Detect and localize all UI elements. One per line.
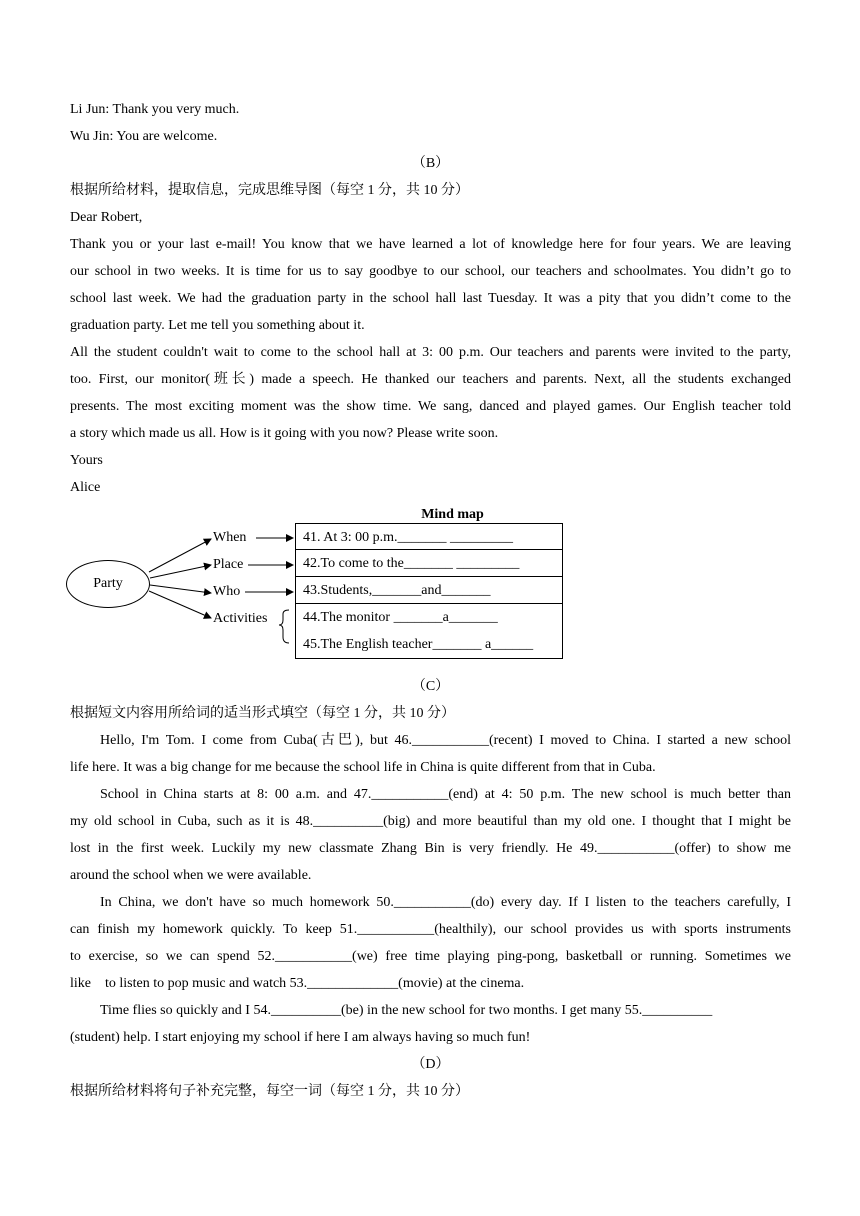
mind-map-box-activities [295, 604, 563, 659]
letter-paragraph-line: our school in two weeks. It is time for us to say goodbye to our school, our teachers and schoolmates. You didn’t go to [70, 264, 791, 279]
mind-map-label-when: When [213, 530, 247, 545]
passage-line: In China, we don't have so much homework 50.___________(do) every day. If I listen to the teachers carefully, I [100, 895, 791, 910]
mind-map-box-42: 42.To come to the_______ _________ [295, 550, 563, 577]
mind-map-label-activities: Activities [213, 611, 268, 626]
activities-brace [279, 610, 289, 643]
mind-map-box-41: 41. At 3: 00 p.m._______ _________ [295, 523, 563, 550]
mind-map-box-44: 44.The monitor _______a_______ [303, 610, 498, 625]
section-b-instruction: 根据所给材料，提取信息，完成思维导图（每空 1 分，共 10 分） [70, 183, 469, 198]
passage-line: Time flies so quickly and I 54.__________(be) in the new school for two months. I get many 55.__________ [100, 1003, 713, 1018]
letter-greeting: Dear Robert, [70, 210, 143, 225]
arrow-to-activities [149, 591, 211, 618]
dialogue-line: Li Jun: Thank you very much. [70, 102, 240, 117]
passage-line: life here. It was a big change for me because the school life in China is quite different from that in Cuba. [70, 760, 656, 775]
passage-line: Hello, I'm Tom. I come from Cuba(古巴), but 46.___________(recent) I moved to China. I started a new school [100, 733, 791, 748]
dialogue-line: Wu Jin: You are welcome. [70, 129, 218, 144]
letter-paragraph-line: school last week. We had the graduation party in the school hall last Tuesday. It was a pity that you didn’t come to the [70, 291, 791, 306]
section-c-heading: （C） [411, 679, 450, 694]
mind-map-box-45: 45.The English teacher_______ a______ [303, 637, 534, 652]
passage-line: to exercise, so we can spend 52.___________(we) free time playing ping-pong, basketball or running. Sometimes we [70, 949, 791, 964]
letter-closing: Yours [70, 453, 103, 468]
passage-line: like to listen to pop music and watch 53._____________(movie) at the cinema. [70, 976, 525, 991]
arrow-to-who [150, 585, 211, 593]
letter-signature: Alice [70, 480, 101, 495]
passage-line: (student) help. I start enjoying my school if here I am always having so much fun! [70, 1030, 531, 1045]
letter-paragraph-line: graduation party. Let me tell you something about it. [70, 318, 365, 333]
mind-map-label-who: Who [213, 584, 241, 599]
mind-map-box-43: 43.Students,_______and_______ [295, 577, 563, 604]
passage-line: lost in the first week. Luckily my new classmate Zhang Bin is very friendly. He 49.___________(offer) to show me [70, 841, 791, 856]
letter-paragraph-line: a story which made us all. How is it going with you now? Please write soon. [70, 426, 499, 441]
letter-paragraph-line: presents. The most exciting moment was the show time. We sang, danced and played games. Our English teacher told [70, 399, 791, 414]
passage-line: my old school in Cuba, such as it is 48.__________(big) and more beautiful than my old one. I thought that I might be [70, 814, 791, 829]
passage-line: School in China starts at 8: 00 a.m. and 47.___________(end) at 4: 50 p.m. The new school is much better than [100, 787, 791, 802]
letter-paragraph-line: Thank you or your last e-mail! You know that we have learned a lot of knowledge here for four years. We are leaving [70, 237, 791, 252]
letter-paragraph-line: too. First, our monitor(班长) made a speech. He thanked our teachers and parents. Next, all the students exchanged [70, 372, 791, 387]
passage-line: can finish my homework quickly. To keep 51.___________(healthily), our school provides us with sports instruments [70, 922, 791, 937]
mind-map-label-place: Place [213, 557, 244, 572]
section-d-heading: （D） [411, 1057, 450, 1072]
section-d-instruction: 根据所给材料将句子补充完整，每空一词（每空 1 分，共 10 分） [70, 1084, 469, 1099]
letter-paragraph-line: All the student couldn't wait to come to the school hall at 3: 00 p.m. Our teachers and parents were invited to the party, [70, 345, 791, 360]
mind-map-title: Mind map [421, 507, 484, 522]
section-b-heading: （B） [411, 156, 450, 171]
section-c-instruction: 根据短文内容用所给词的适当形式填空（每空 1 分，共 10 分） [70, 706, 455, 721]
document-page [70, 96, 791, 1105]
mind-map-center-node: Party [66, 560, 150, 608]
passage-line: around the school when we were available. [70, 868, 312, 883]
mind-map [70, 501, 791, 673]
